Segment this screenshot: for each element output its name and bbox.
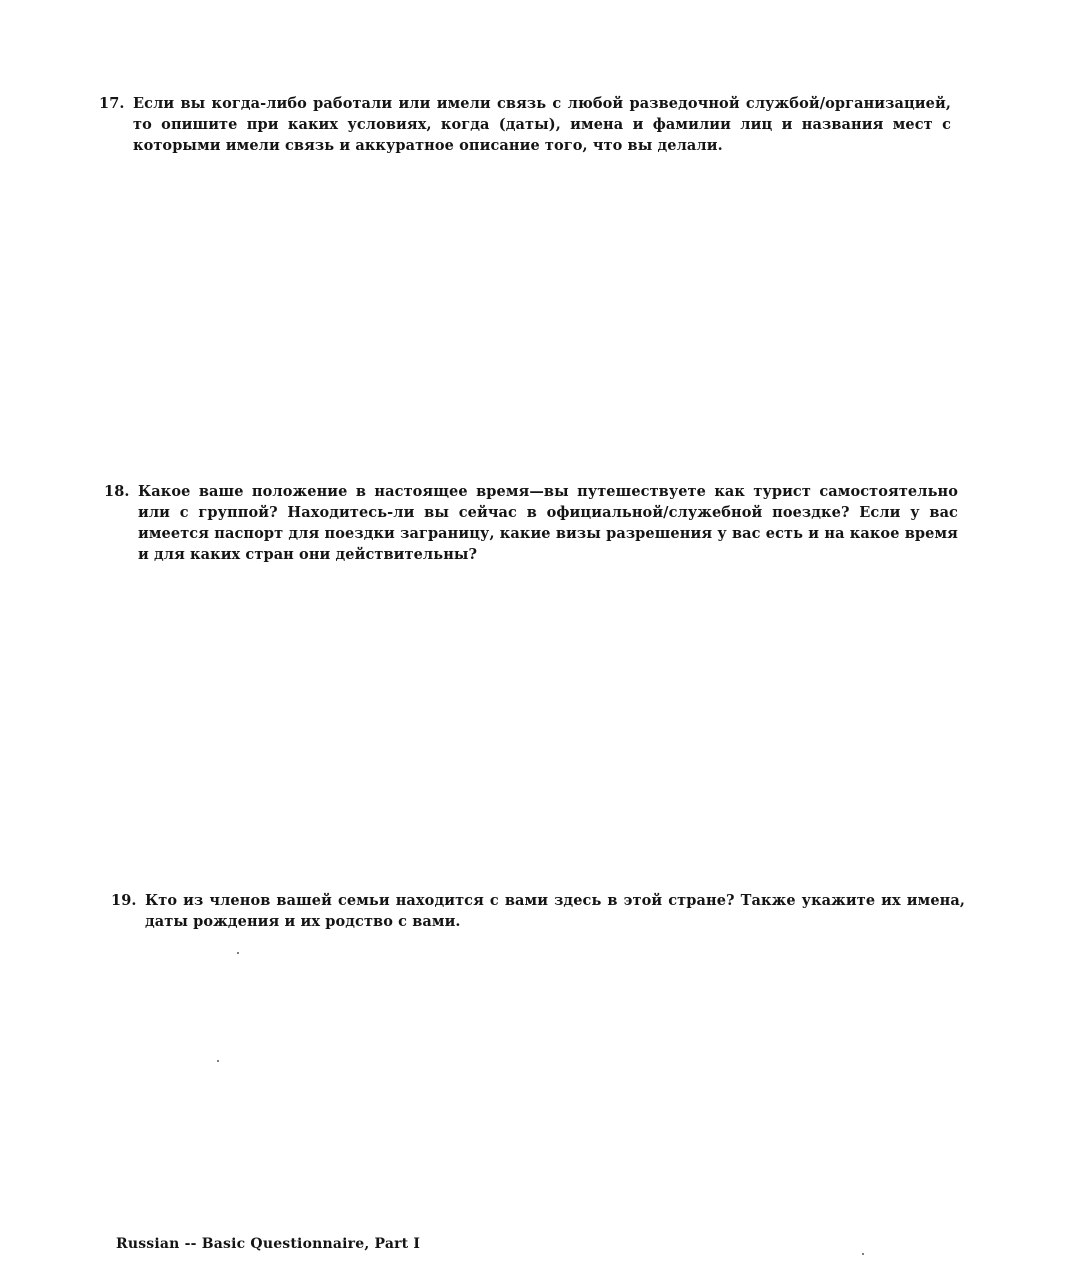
- question-text: Какое ваше положение в настоящее время—вы путешествуете как турист самостоятельно или с группой? Находитесь-ли вы сейчас в официальной/служебной поездке? Если у вас имеется паспорт для поездки заграницу, какие визы разрешения у вас есть и на какое время и для каких стран они действительны?: [138, 483, 958, 563]
- question-19: [111, 890, 965, 932]
- question-text: Кто из членов вашей семьи находится с вами здесь в этой стране? Также укажите их имена, даты рождения и их родство с вами.: [145, 892, 965, 930]
- question-number: 18.: [104, 483, 130, 500]
- scan-speck: [862, 1253, 864, 1255]
- question-text: Если вы когда-либо работали или имели связь с любой разведочной службой/организацией, то опишите при каких условиях, когда (даты), имена и фамилии лиц и названия мест с которыми имели связь и аккуратное описание того, что вы делали.: [133, 95, 951, 154]
- question-number: 17.: [99, 95, 125, 112]
- question-18: [104, 481, 958, 565]
- question-17: [99, 93, 951, 156]
- scan-speck: [237, 952, 239, 954]
- scan-speck: [217, 1060, 219, 1062]
- document-footer: Russian -- Basic Questionnaire, Part I: [116, 1236, 421, 1252]
- question-number: 19.: [111, 892, 137, 909]
